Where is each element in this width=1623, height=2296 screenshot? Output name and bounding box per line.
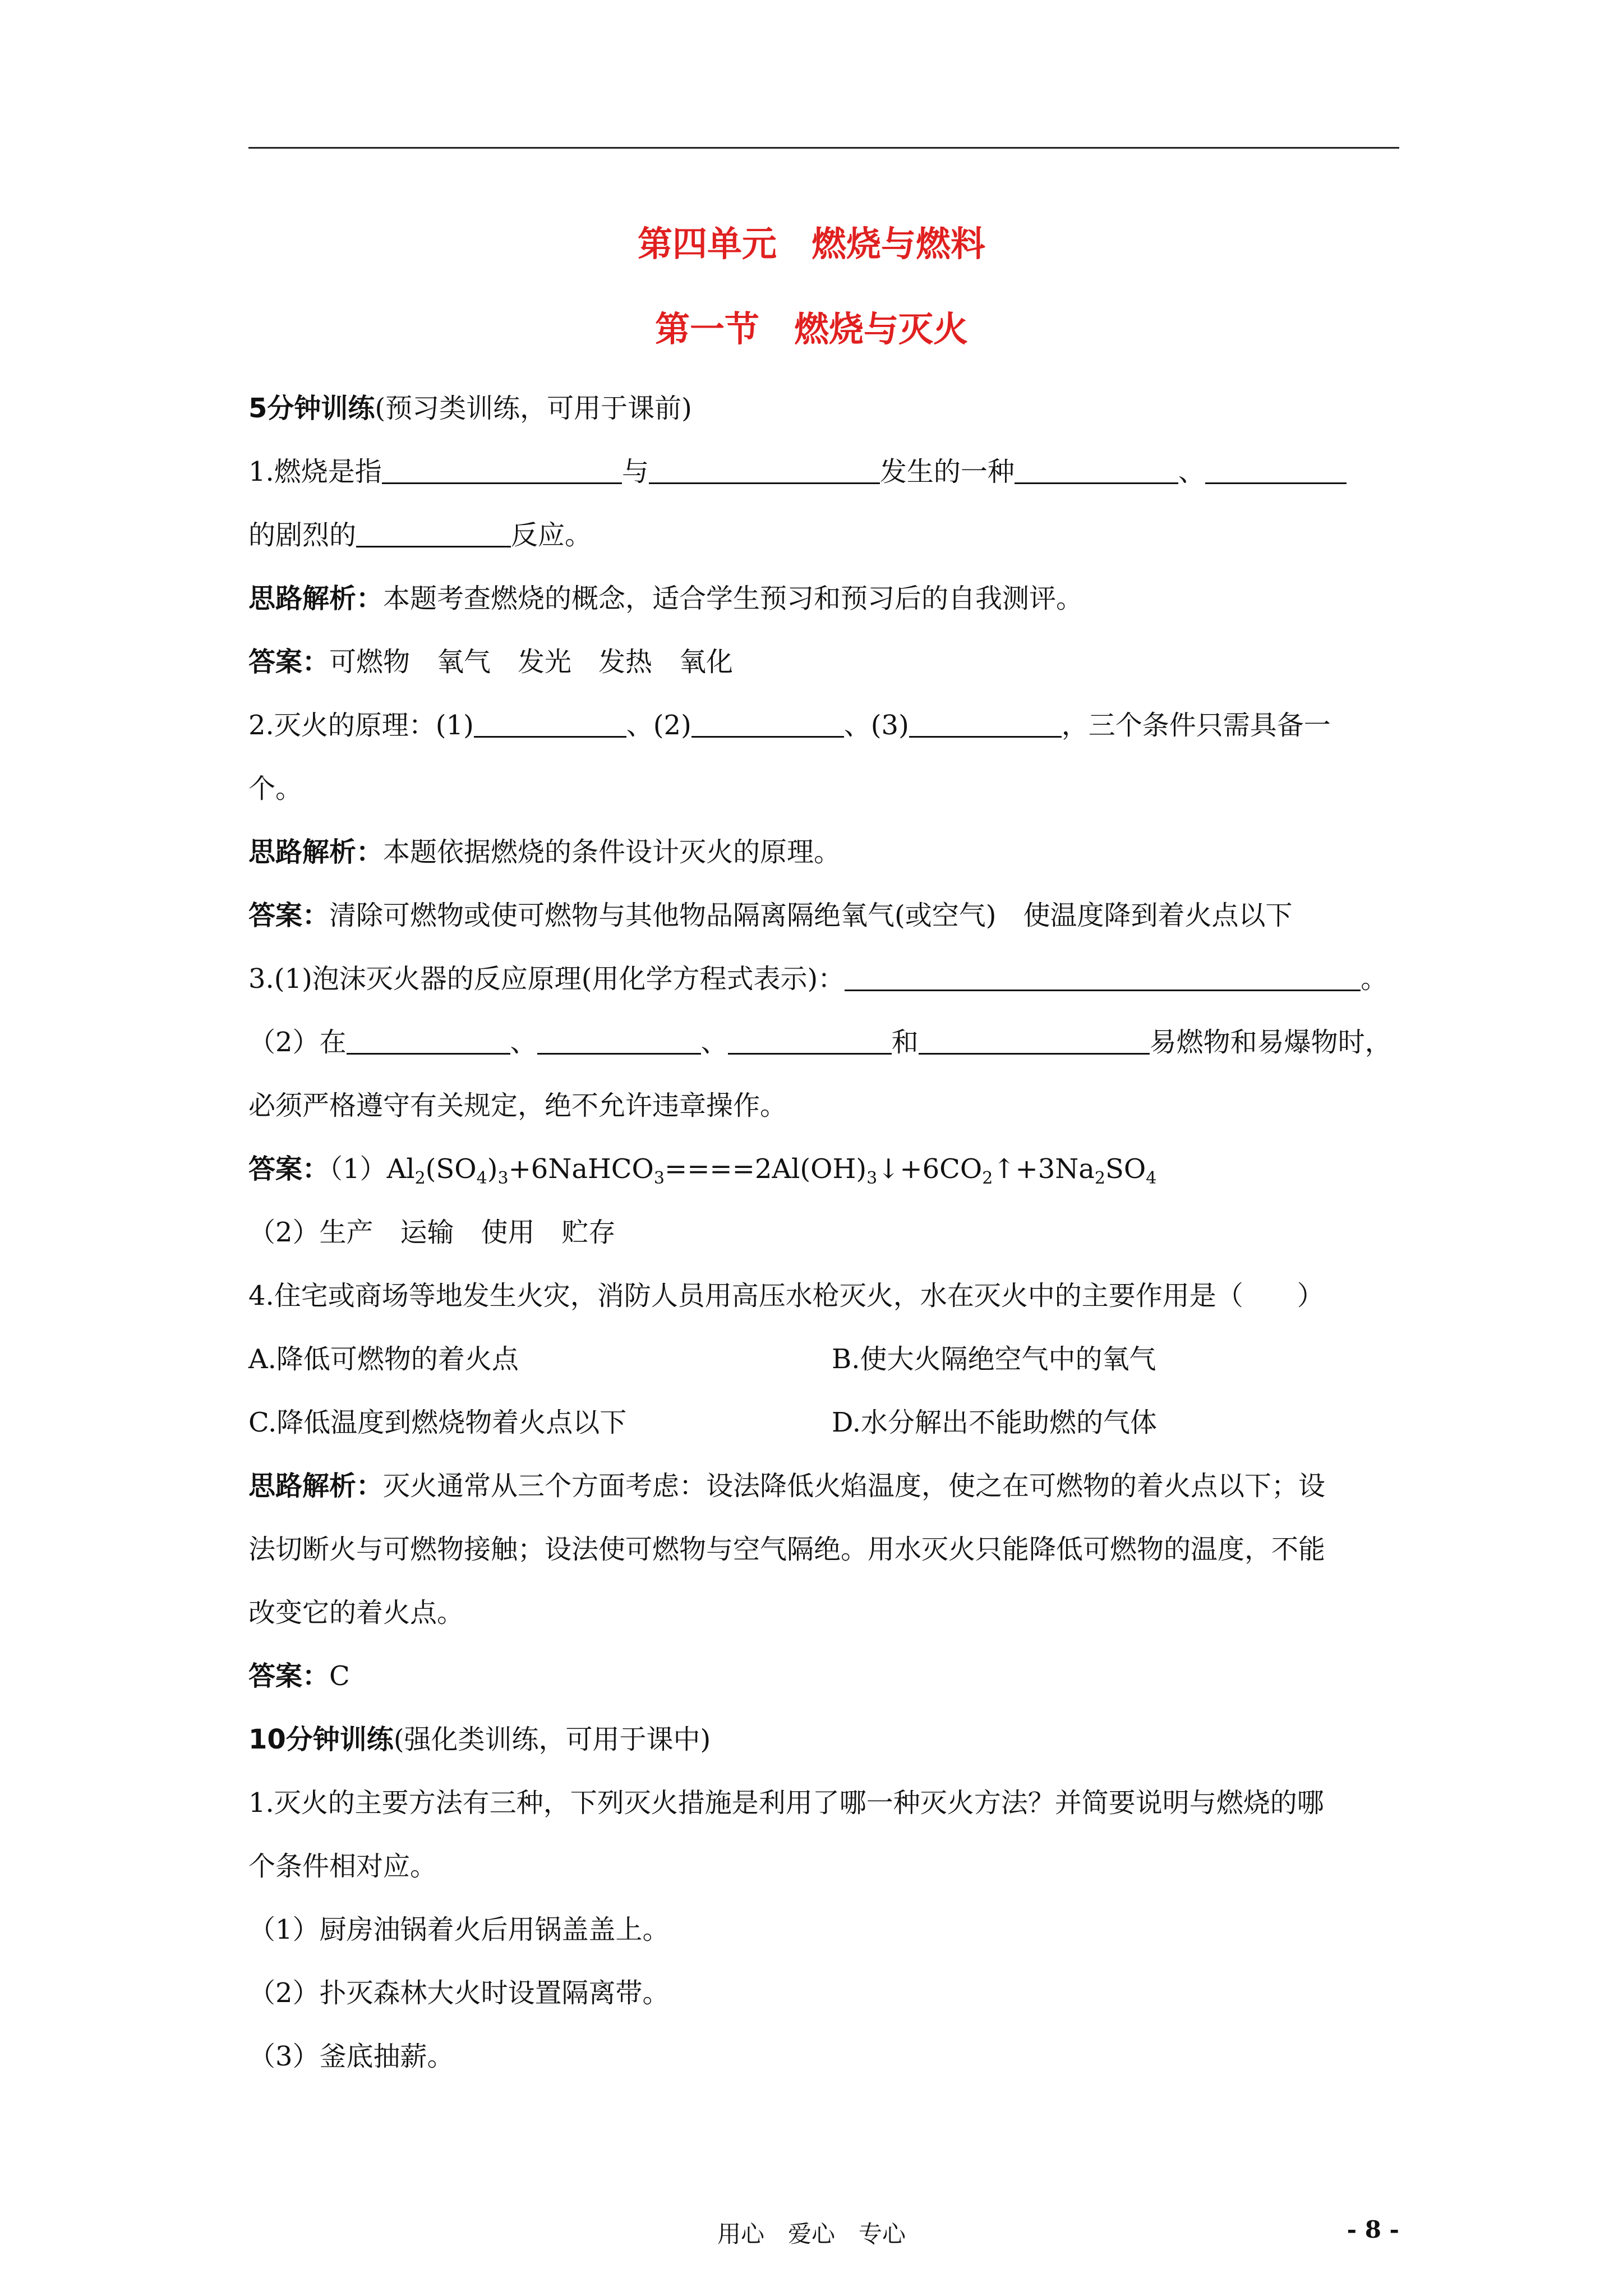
- answer-1: 答案：可燃物 氧气 发光 发热 氧化: [248, 646, 734, 678]
- analysis-4-line3: 改变它的着火点。: [248, 1597, 464, 1628]
- option-b: B.使大火隔绝空气中的氧气: [832, 1343, 1156, 1375]
- option-a: A.降低可燃物的着火点: [248, 1343, 519, 1375]
- question-4: 4.住宅或商场等地发生火灾，消防人员用高压水枪灭火，水在灭火中的主要作用是（ ）: [248, 1280, 1324, 1312]
- analysis-2: 思路解析：本题依据燃烧的条件设计灭火的原理。: [248, 836, 841, 868]
- section-title: 第一节 燃烧与灭火: [654, 309, 968, 349]
- answer-4: 答案：C: [248, 1660, 350, 1692]
- s2-item-1: （1）厨房油锅着火后用锅盖盖上。: [248, 1914, 670, 1945]
- document-body: [248, 377, 1399, 2088]
- question-3: 3.(1)泡沫灭火器的反应原理(用化学方程式表示)： 。: [248, 947, 1399, 1011]
- question-4-options-ab: [248, 1328, 1399, 1391]
- unit-title: 第四单元 燃烧与燃料: [637, 223, 985, 264]
- answer-3-part2: （2）生产 运输 使用 贮存: [248, 1217, 616, 1248]
- question-1: 1.燃烧是指 与 发生的一种 、: [248, 440, 1399, 504]
- s2-question-1-cont: 个条件相对应。: [248, 1851, 437, 1882]
- footer-motto: 用心 爱心 专心: [717, 2220, 906, 2248]
- analysis-4-line2: 法切断火与可燃物接触；设法使可燃物与空气隔绝。用水灭火只能降低可燃物的温度，不能: [248, 1534, 1326, 1565]
- question-2-cont: 个。: [248, 773, 303, 804]
- option-c: C.降低温度到燃烧物着火点以下: [248, 1407, 627, 1438]
- s2-question-1: 1.灭火的主要方法有三种，下列灭火措施是利用了哪一种灭火方法？并简要说明与燃烧的哪: [248, 1787, 1324, 1819]
- s2-item-3: （3）釜底抽薪。: [248, 2041, 454, 2072]
- section-heading-10min: 10分钟训练(强化类训练，可用于课中): [248, 1724, 711, 1755]
- analysis-4: 思路解析：灭火通常从三个方面考虑：设法降低火焰温度，使之在可燃物的着火点以下；设: [248, 1470, 1326, 1502]
- answer-2: 答案：清除可燃物或使可燃物与其他物品隔离隔绝氧气(或空气) 使温度降到着火点以下: [248, 900, 1293, 931]
- section-heading-5min: 5分钟训练(预习类训练，可用于课前): [248, 393, 692, 424]
- header-rule: [248, 147, 1399, 149]
- answer-3-equation: 答案：$(1)Al_2(SO_4)_3+6NaHCO_3====2Al(OH)_3↓+6CO_2↑+3Na_2SO_4$: [248, 1153, 1157, 1188]
- question-3-part2: （2）在 、 、 和 易燃物和易爆物时，: [248, 1011, 1399, 1074]
- option-d: D.水分解出不能助燃的气体: [832, 1407, 1158, 1438]
- analysis-1: 思路解析：本题考查燃烧的概念，适合学生预习和预习后的自我测评。: [248, 583, 1083, 614]
- s2-item-2: （2）扑灭森林大火时设置隔离带。: [248, 1977, 670, 2009]
- page-number: - 8 -: [1347, 2216, 1399, 2243]
- question-2: 2.灭火的原理：(1) 、(2) 、(3) ，三个条件只需具备一: [248, 694, 1399, 757]
- question-3-cont: 必须严格遵守有关规定，绝不允许违章操作。: [248, 1090, 787, 1121]
- question-4-options-cd: [248, 1391, 1399, 1455]
- question-1-cont: 的剧烈的 反应。: [248, 504, 1399, 567]
